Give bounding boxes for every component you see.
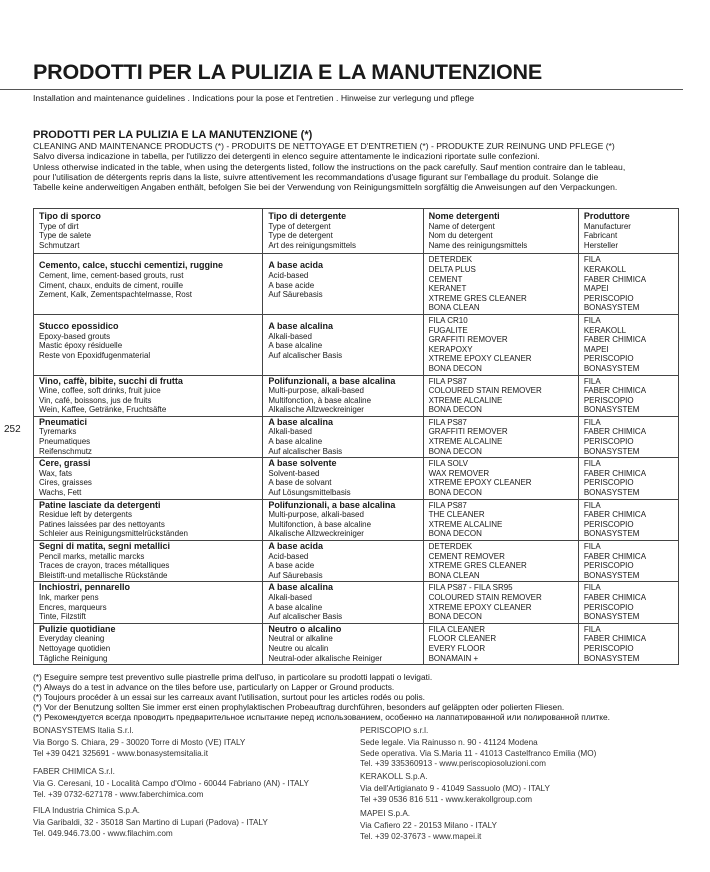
detergent-type-label: A base acida xyxy=(268,541,324,551)
manufacturer-name: FILA xyxy=(583,417,601,427)
detergent-name: XTREME EPOXY CLEANER xyxy=(428,478,532,488)
manufacturer-name: FABER CHIMICA xyxy=(583,386,647,396)
manufacturer-cell xyxy=(578,416,678,457)
detergent-type-translation: Multi-purpose, alkali-based xyxy=(268,386,364,396)
dirt-translation: Mastic époxy résiduelle xyxy=(39,341,123,351)
detergent-name: BONA DECON xyxy=(428,363,482,373)
detergent-type-translation: Multifonction, à base alcaline xyxy=(268,519,372,529)
header-label: Name des reinigungsmittels xyxy=(428,240,528,250)
detergent-type-translation: Solvent-based xyxy=(268,468,320,478)
dirt-label: Pneumatici xyxy=(39,416,88,427)
detergent-type-translation: Auf Säurebasis xyxy=(268,570,323,580)
detergent-names-cell xyxy=(423,375,578,416)
manufacturer-name: BONASYSTEM xyxy=(583,570,640,580)
detergent-name: BONAMAIN + xyxy=(428,653,479,663)
table-row xyxy=(34,582,679,623)
intro-line: Salvo diversa indicazione in tabella, per l'utilizzo dei detergenti in elenco seguire attentamente le indicazioni riportate sulle confezioni. xyxy=(33,151,540,162)
detergent-name: FUGALITE xyxy=(428,325,468,335)
manufacturer-name: PERISCOPIO xyxy=(583,437,634,447)
manufacturer-cell xyxy=(578,541,678,582)
detergent-names-cell xyxy=(423,416,578,457)
detergent-type-translation: A base alcaline xyxy=(268,602,323,612)
detergent-name: DELTA PLUS xyxy=(428,264,476,274)
dirt-cell xyxy=(34,499,263,540)
address-line: Via Garibaldi, 32 - 35018 San Martino di Lupari (Padova) - ITALY xyxy=(33,818,268,828)
detergent-type-translation: Acid-based xyxy=(268,270,309,280)
address-periscopio xyxy=(360,726,596,770)
page-title: PRODOTTI PER LA PULIZIA E LA MANUTENZIONE xyxy=(33,60,542,84)
header-label: Type of dirt xyxy=(39,221,79,231)
manufacturer-name: PERISCOPIO xyxy=(583,293,634,303)
manufacturer-name: PERISCOPIO xyxy=(583,478,634,488)
manufacturer-name: MAPEI xyxy=(583,284,609,294)
detergent-name: COLOURED STAIN REMOVER xyxy=(428,592,542,602)
dirt-translation: Schleier aus Reinigungsmittelrückständen xyxy=(39,529,188,539)
address-fila xyxy=(33,806,268,839)
manufacturer-cell xyxy=(578,623,678,664)
manufacturer-name: PERISCOPIO xyxy=(583,602,634,612)
detergent-type-translation: Alkalische Allzweckreiniger xyxy=(268,529,364,539)
manufacturer-name: FILA xyxy=(583,624,601,634)
dirt-translation: Pencil marks, metallic marcks xyxy=(39,551,145,561)
detergent-type-label: A base alcalina xyxy=(268,320,334,331)
manufacturer-name: PERISCOPIO xyxy=(583,354,634,364)
footnotes xyxy=(33,672,610,722)
manufacturer-name: FABER CHIMICA xyxy=(583,551,647,561)
dirt-cell xyxy=(34,416,263,457)
manufacturer-name: FILA xyxy=(583,315,601,325)
dirt-translation: Residue left by detergents xyxy=(39,510,132,520)
header-label: Tipo di sporco xyxy=(39,211,101,221)
detergent-names-cell xyxy=(423,458,578,499)
detergent-name: KERANET xyxy=(428,284,467,294)
address-line: Via Cafiero 22 - 20153 Milano - ITALY xyxy=(360,821,497,831)
detergent-type-cell xyxy=(263,623,423,664)
detergent-type-cell xyxy=(263,458,423,499)
address-kerakoll xyxy=(360,772,550,805)
detergent-name: XTREME GRES CLEANER xyxy=(428,561,527,571)
address-line: Tel. +39 02-37673 - www.mapei.it xyxy=(360,831,482,841)
detergent-type-translation: Multifonction, à base alcaline xyxy=(268,395,372,405)
dirt-translation: Everyday cleaning xyxy=(39,634,105,644)
header-label: Tipo di detergente xyxy=(268,211,347,221)
detergent-type-translation: Neutral-oder alkalische Reiniger xyxy=(268,653,383,663)
detergent-name: FLOOR CLEANER xyxy=(428,634,497,644)
company-name: FILA Industria Chimica S.p.A. xyxy=(33,806,140,815)
detergent-name: XTREME GRES CLEANER xyxy=(428,293,527,303)
detergent-type-translation: A base de solvant xyxy=(268,478,332,488)
detergent-name: THE CLEANER xyxy=(428,510,485,520)
dirt-translation: Tyremarks xyxy=(39,427,77,437)
detergent-type-label: Neutro o alcalino xyxy=(268,623,342,634)
intro-line: Tabelle keine anderweitigen Angaben enthält, befolgen Sie bei der Verwendung von Reinigungsmitteln sorgfältig die Anweisungen auf den Verpackungen. xyxy=(33,182,618,193)
dirt-cell xyxy=(34,314,263,375)
dirt-translation: Tägliche Reinigung xyxy=(39,653,108,663)
manufacturer-name: BONASYSTEM xyxy=(583,653,640,663)
address-line: Sede legale. Via Rainusso n. 90 - 41124 Modena xyxy=(360,738,538,748)
detergent-name: FILA CR10 xyxy=(428,315,468,325)
section-intro xyxy=(33,141,683,192)
detergent-type-translation: A base alcaline xyxy=(268,437,323,447)
address-mapei xyxy=(360,809,497,842)
dirt-translation: Traces de crayon, traces métalliques xyxy=(39,561,170,571)
detergent-names-cell xyxy=(423,582,578,623)
address-bonasystems xyxy=(33,726,245,759)
manufacturer-cell xyxy=(578,254,678,315)
header-label: Fabricant xyxy=(583,231,618,241)
manufacturer-name: PERISCOPIO xyxy=(583,519,634,529)
table-row xyxy=(34,375,679,416)
detergent-type-translation: Auf Säurebasis xyxy=(268,290,323,300)
detergent-type-translation: Acid-based xyxy=(268,551,309,561)
detergent-type-translation: Alkalische Allzweckreiniger xyxy=(268,405,364,415)
address-line: Via G. Ceresani, 10 - Località Campo d'Olmo - 60044 Fabriano (AN) - ITALY xyxy=(33,779,309,789)
address-line: Tel +39 0536 816 511 - www.kerakollgroup.com xyxy=(360,794,533,804)
detergent-name: XTREME EPOXY CLEANER xyxy=(428,602,532,612)
dirt-translation: Bleistift-und metallische Rückstände xyxy=(39,570,168,580)
manufacturer-name: FABER CHIMICA xyxy=(583,468,647,478)
detergent-name: BONA CLEAN xyxy=(428,570,480,580)
dirt-translation: Zement, Kalk, Zementspachtelmasse, Rost xyxy=(39,290,192,300)
header-label: Nom du detergent xyxy=(428,231,493,241)
manufacturer-name: KERAKOLL xyxy=(583,264,627,274)
detergent-type-translation: Multi-purpose, alkali-based xyxy=(268,510,364,520)
detergent-name: DETERDEK xyxy=(428,542,473,551)
header-label: Name of detergent xyxy=(428,221,495,231)
detergent-name: KERAPOXY xyxy=(428,344,473,354)
dirt-translation: Epoxy-based grouts xyxy=(39,331,111,341)
detergent-type-translation: Alkali-based xyxy=(268,592,312,602)
detergent-type-label: Polifunzionali, a base alcalina xyxy=(268,499,396,510)
dirt-label: Patine lasciate da detergenti xyxy=(39,499,161,510)
manufacturer-name: KERAKOLL xyxy=(583,325,627,335)
detergent-name: EVERY FLOOR xyxy=(428,643,486,653)
header-label: Type de detergent xyxy=(268,231,333,241)
detergent-name: FILA SOLV xyxy=(428,459,469,469)
manufacturer-name: FABER CHIMICA xyxy=(583,510,647,520)
manufacturer-name: BONASYSTEM xyxy=(583,529,640,539)
detergent-name: WAX REMOVER xyxy=(428,468,490,478)
detergent-name: XTREME ALCALINE xyxy=(428,395,503,405)
table-row xyxy=(34,499,679,540)
detergent-type-cell xyxy=(263,582,423,623)
detergent-name: FILA CLEANER xyxy=(428,624,486,634)
dirt-cell xyxy=(34,458,263,499)
header-manufacturer xyxy=(578,209,678,254)
header-label: Type de salete xyxy=(39,231,92,241)
manufacturer-cell xyxy=(578,458,678,499)
title-divider xyxy=(0,89,683,90)
dirt-translation: Encres, marqueurs xyxy=(39,602,107,612)
footnote: (*) Toujours procéder à un essai sur les carreaux avant l'utilisation, surtout pour les articles rodés ou polis. xyxy=(33,692,426,702)
header-label: Art des reinigungsmittels xyxy=(268,240,356,250)
detergent-names-cell xyxy=(423,314,578,375)
manufacturer-cell xyxy=(578,499,678,540)
detergent-type-translation: A base acide xyxy=(268,280,315,290)
footnote: (*) Eseguire sempre test preventivo sulle piastrelle prima dell'uso, in particolare su prodotti lappati o levigati. xyxy=(33,672,433,682)
header-label: Type of detergent xyxy=(268,221,331,231)
section-title: PRODOTTI PER LA PULIZIA E LA MANUTENZIONE (*) xyxy=(33,129,313,141)
manufacturer-name: FILA xyxy=(583,500,601,510)
detergent-name: FILA PS87 xyxy=(428,376,467,386)
company-name: BONASYSTEMS Italia S.r.l. xyxy=(33,726,134,735)
detergent-type-translation: A base acide xyxy=(268,561,315,571)
detergent-names-cell xyxy=(423,623,578,664)
dirt-translation: Tinte, Filzstift xyxy=(39,612,86,622)
dirt-translation: Ciment, chaux, enduits de ciment, rouille xyxy=(39,280,184,290)
header-label: Schmutzart xyxy=(39,240,80,250)
manufacturer-name: FILA xyxy=(583,459,601,469)
detergent-type-cell xyxy=(263,314,423,375)
manufacturer-name: FILA xyxy=(583,376,601,386)
manufacturer-cell xyxy=(578,375,678,416)
footnote: (*) Always do a test in advance on the tiles before use, particularly on Lapper or Ground products. xyxy=(33,682,395,692)
dirt-label: Cemento, calce, stucchi cementizi, ruggine xyxy=(39,260,224,271)
dirt-label: Vino, caffè, bibite, succhi di frutta xyxy=(39,375,183,386)
table-row xyxy=(34,458,679,499)
header-label: Manufacturer xyxy=(583,221,631,231)
intro-line: pour l'utilisation de détergents repris dans la liste, suivre attentivement les recommandations d'usage figurant sur l'emballage du produit. Solange die xyxy=(33,171,599,182)
header-label: Produttore xyxy=(583,211,630,221)
dirt-translation: Nettoyage quotidien xyxy=(39,643,111,653)
dirt-cell xyxy=(34,375,263,416)
detergent-name: BONA DECON xyxy=(428,405,482,415)
detergent-type-cell xyxy=(263,375,423,416)
detergent-type-label: A base acida xyxy=(268,260,324,271)
detergent-name: XTREME ALCALINE xyxy=(428,437,503,447)
dirt-translation: Wein, Kaffee, Getränke, Fruchtsäfte xyxy=(39,405,167,415)
table-row xyxy=(34,254,679,315)
company-name: FABER CHIMICA S.r.l. xyxy=(33,767,115,776)
header-label: Nome detergenti xyxy=(428,211,500,221)
detergent-type-translation: Auf alcalischer Basis xyxy=(268,446,343,456)
table-header-row xyxy=(34,209,679,254)
cleaning-products-table xyxy=(33,208,679,665)
manufacturer-name: FILA xyxy=(583,255,601,265)
dirt-translation: Ink, marker pens xyxy=(39,592,99,602)
detergent-name: DETERDEK xyxy=(428,255,473,265)
dirt-translation: Patines laissées par des nettoyants xyxy=(39,519,165,529)
header-dirt-type xyxy=(34,209,263,254)
address-faber-chimica xyxy=(33,767,309,800)
detergent-type-label: A base solvente xyxy=(268,458,337,469)
manufacturer-name: BONASYSTEM xyxy=(583,446,640,456)
manufacturer-name: MAPEI xyxy=(583,344,609,354)
address-line: Tel +39 0421 325691 - www.bonasystemsitalia.it xyxy=(33,748,208,758)
detergent-name: XTREME ALCALINE xyxy=(428,519,503,529)
detergent-type-cell xyxy=(263,541,423,582)
dirt-translation: Cement, lime, cement-based grouts, rust xyxy=(39,270,184,280)
dirt-label: Pulizie quotidiane xyxy=(39,623,116,634)
detergent-name: FILA PS87 xyxy=(428,500,467,510)
table-row xyxy=(34,314,679,375)
dirt-translation: Reifenschmutz xyxy=(39,446,92,456)
dirt-label: Cere, grassi xyxy=(39,458,91,469)
dirt-cell xyxy=(34,541,263,582)
detergent-name: BONA DECON xyxy=(428,612,482,622)
address-line: Tel. 049.946.73.00 - www.filachim.com xyxy=(33,828,173,838)
detergent-type-translation: Auf alcalischer Basis xyxy=(268,612,343,622)
manufacturer-name: PERISCOPIO xyxy=(583,395,634,405)
company-name: PERISCOPIO s.r.l. xyxy=(360,726,429,735)
table-body xyxy=(34,254,679,665)
manufacturer-name: FABER CHIMICA xyxy=(583,335,647,345)
table-row xyxy=(34,541,679,582)
detergent-type-translation: Neutre ou alcalin xyxy=(268,643,329,653)
page-number: 252 xyxy=(4,424,21,435)
header-detergent-type xyxy=(263,209,423,254)
dirt-translation: Wax, fats xyxy=(39,468,73,478)
manufacturer-name: FABER CHIMICA xyxy=(583,274,647,284)
detergent-type-translation: Alkali-based xyxy=(268,427,312,437)
detergent-name: BONA CLEAN xyxy=(428,303,480,313)
manufacturer-name: BONASYSTEM xyxy=(583,612,640,622)
detergent-type-translation: Alkali-based xyxy=(268,331,312,341)
detergent-type-cell xyxy=(263,416,423,457)
detergent-name: FILA PS87 - FILA SR95 xyxy=(428,583,513,593)
detergent-name: GRAFFITI REMOVER xyxy=(428,427,508,437)
detergent-name: FILA PS87 xyxy=(428,417,467,427)
detergent-names-cell xyxy=(423,541,578,582)
detergent-type-translation: Auf alcalischer Basis xyxy=(268,350,343,360)
company-name: MAPEI S.p.A. xyxy=(360,809,411,818)
detergent-name: BONA DECON xyxy=(428,488,482,498)
dirt-label: Inchiostri, pennarello xyxy=(39,582,131,593)
dirt-translation: Reste von Epoxidfugenmaterial xyxy=(39,350,151,360)
address-line: Sede operativa. Via S.Maria 11 - 41013 Castelfranco Emilia (MO) xyxy=(360,748,597,758)
detergent-names-cell xyxy=(423,254,578,315)
page-subtitle: Installation and maintenance guidelines . Indications pour la pose et l'entretien . Hinweise zur verlegung und pflege xyxy=(33,93,475,103)
detergent-type-translation: Neutral or alkaline xyxy=(268,634,333,644)
footnote: (*) Vor der Benutzung sollten Sie immer erst einen prophylaktischen Probeauftrag durchführen, besonders auf geläppten oder polierten Fliesen. xyxy=(33,702,565,712)
detergent-type-cell xyxy=(263,499,423,540)
table-row xyxy=(34,623,679,664)
detergent-type-translation: A base alcaline xyxy=(268,341,323,351)
manufacturer-name: FILA xyxy=(583,542,601,551)
manufacturer-name: BONASYSTEM xyxy=(583,303,640,313)
manufacturer-name: PERISCOPIO xyxy=(583,561,634,571)
manufacturer-name: BONASYSTEM xyxy=(583,488,640,498)
manufacturer-name: PERISCOPIO xyxy=(583,643,634,653)
dirt-label: Segni di matita, segni metallici xyxy=(39,541,171,551)
detergent-type-cell xyxy=(263,254,423,315)
manufacturer-cell xyxy=(578,582,678,623)
manufacturer-name: BONASYSTEM xyxy=(583,405,640,415)
header-label: Hersteller xyxy=(583,240,619,250)
dirt-translation: Wachs, Fett xyxy=(39,488,82,498)
company-name: KERAKOLL S.p.A. xyxy=(360,772,428,781)
detergent-name: BONA DECON xyxy=(428,446,482,456)
detergent-name: COLOURED STAIN REMOVER xyxy=(428,386,542,396)
dirt-translation: Pneumatiques xyxy=(39,437,91,447)
detergent-type-label: Polifunzionali, a base alcalina xyxy=(268,375,396,386)
manufacturer-name: BONASYSTEM xyxy=(583,363,640,373)
dirt-translation: Vin, café, boissons, jus de fruits xyxy=(39,395,152,405)
manufacturer-name: FABER CHIMICA xyxy=(583,634,647,644)
dirt-cell xyxy=(34,582,263,623)
detergent-name: BONA DECON xyxy=(428,529,482,539)
table-row xyxy=(34,416,679,457)
dirt-cell xyxy=(34,254,263,315)
intro-line: Unless otherwise indicated in the table, when using the detergents listed, follow the instructions on the pack carefully. Sauf mention contraire dan le tableau, xyxy=(33,161,626,172)
detergent-name: CEMENT REMOVER xyxy=(428,551,505,561)
manufacturer-name: FABER CHIMICA xyxy=(583,427,647,437)
detergent-type-label: A base alcalina xyxy=(268,582,334,593)
address-line: Via dell'Artigianato 9 - 41049 Sassuolo (MO) - ITALY xyxy=(360,784,550,794)
dirt-translation: Wine, coffee, soft drinks, fruit juice xyxy=(39,386,161,396)
detergent-name: CEMENT xyxy=(428,274,463,284)
footnote: (*) Рекомендуется всегда проводить предварительное испытание перед использованием, особенно на лаппатированной или полированной плитке. xyxy=(33,712,610,722)
manufacturer-name: FILA xyxy=(583,583,601,593)
address-line: Tel. +39 335360913 - www.periscopiosoluzioni.com xyxy=(360,759,546,769)
manufacturer-name: FABER CHIMICA xyxy=(583,592,647,602)
detergent-name: XTREME EPOXY CLEANER xyxy=(428,354,532,364)
dirt-cell xyxy=(34,623,263,664)
manufacturer-cell xyxy=(578,314,678,375)
address-line: Tel. +39 0732-627178 - www.faberchimica.com xyxy=(33,789,204,799)
detergent-type-translation: Auf Lösungsmittelbasis xyxy=(268,488,351,498)
dirt-translation: Cires, graisses xyxy=(39,478,92,488)
header-detergent-name xyxy=(423,209,578,254)
address-line: Via Borgo S. Chiara, 29 - 30020 Torre di Mosto (VE) ITALY xyxy=(33,738,246,748)
intro-line: CLEANING AND MAINTENANCE PRODUCTS (*) - PRODUITS DE NETTOYAGE ET D'ENTRETIEN (*) - PRODUKTE ZUR REINUNG UND PFLEGE (*) xyxy=(33,141,615,151)
detergent-name: GRAFFITI REMOVER xyxy=(428,335,508,345)
detergent-names-cell xyxy=(423,499,578,540)
dirt-label: Stucco epossidico xyxy=(39,320,119,331)
detergent-type-label: A base alcalina xyxy=(268,416,334,427)
